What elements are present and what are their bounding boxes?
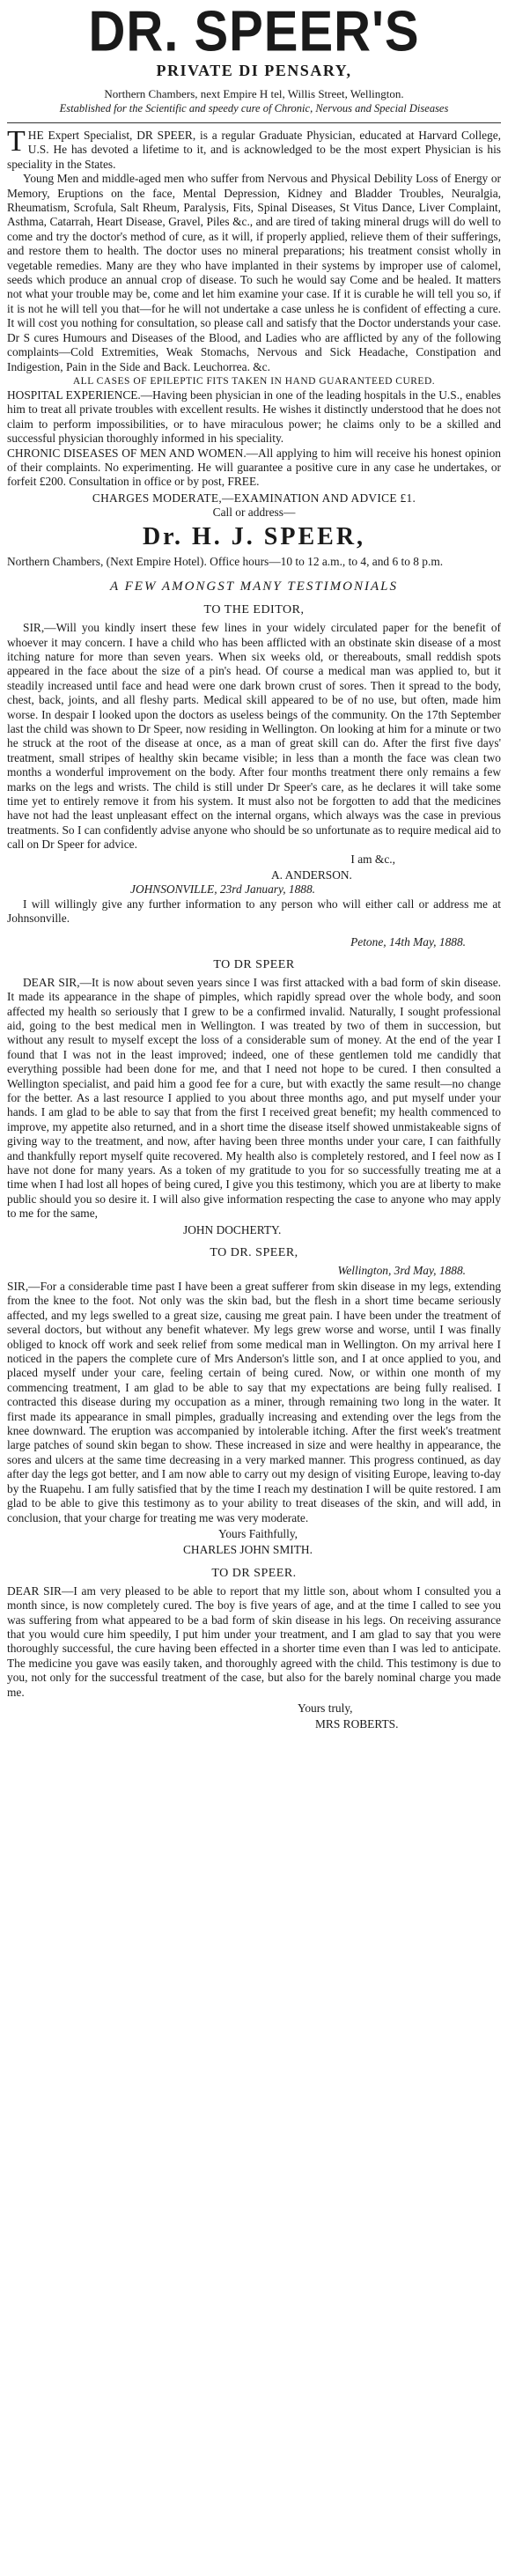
letter3-signature: CHARLES JOHN SMITH. [183,1543,313,1557]
letter4-salutation: TO DR SPEER. [211,1566,297,1580]
letter3-date: Wellington, 3rd May, 1888. [337,1264,466,1277]
letter1-close: I am &c., [350,852,395,866]
letter1-postscript: I will willingly give any further information to any person who will either call or address me at Johnsonville. [7,897,501,926]
charges-line: CHARGES MODERATE,—EXAMINATION AND ADVICE £1. [92,491,416,505]
letter3-close: Yours Faithfully, [218,1526,298,1540]
letter4-signature: MRS ROBERTS. [315,1717,399,1731]
letter2-body: DEAR SIR,—It is now about seven years since I was first attacked with a bad form of skin disease. It made its appearance in the shape of pimples, which rapidly spread over the whole body, and soon affected my health so seriously that I grew to be a confirmed invalid. Naturally, I sought professional aid, going to the best medical men in Wellington. I was treated by two of them in succession, but without any result to myself except the loss of a considerable sum of money. At the end of the year I found that I was not in the least improved; indeed, one of these gentlemen told me candidly that everything possible had been done for me, and that I need not hope to be cured. I then consulted a Wellington specialist, and paid him a good fee for a cure, but with exactly the same result—no change for the better. As a last resource I applied to you about three months ago, and put myself under your hands. I am glad to be able to say that from the first I received great benefit; my health commenced to improve, my appetite also returned, and in a short time the disease itself showed unmistakeable signs of giving way to the treatment, and now, after having been three months under your care, I can faithfully and thankfully report myself quite recovered. My health also is completely restored, and I feel now as I have not done for many years. As a token of my gratitude to you for so successfully treating me at a time when I had lost all hopes of being cured, I give you this testimony, which you are at liberty to make public should you so desire it. I will also give information respecting the case to anyone who may apply to me for the same, [7,975,501,1221]
intro-paragraph: THE Expert Specialist, DR SPEER, is a regular Graduate Physician, educated at Harvard College, U.S. He has devoted a lifetime to it, and is acknowledged to be the most expert Physician is his speciality in the States. [7,125,501,171]
letter1-signature: A. ANDERSON. [271,868,352,882]
letter4-close: Yours truly, [298,1701,353,1715]
doctor-name: Dr. H. J. SPEER, [142,522,366,550]
chronic-diseases-paragraph: CHRONIC DISEASES OF MEN AND WOMEN.—All applying to him will receive his honest opinion of their complaints. No experimenting. He will guarantee a positive cure in any case he undertakes, or forfeit £200. Consultation in office or by post, FREE. [7,446,501,489]
office-hours: Northern Chambers, (Next Empire Hotel). Office hours—10 to 12 a.m., to 4, and 6 to 8 p.m. [7,554,444,568]
ailments-paragraph: Young Men and middle-aged men who suffer from Nervous and Physical Debility Loss of Energy or Memory, Eruptions on the face, Mental Depression, Kidney and Bladder Troubles, Neuralgia, Rheumatism, Scrofula, Salt Rheum, Paralysis, Fits, Spinal Diseases, St Vitus Dance, Liver Complaint, Asthma, Catarrah, Heart Disease, Gravel, Piles &c., and are tired of taking mineral drugs will do well to come and try the doctor's method of cure, as it will, if properly applied, relieve them of their sufferings, and restore them to health. The doctor uses no mineral preparations; his treatment consist wholly in vegetable remedies. Many are they who have implanted in their systems by improper use of calomel, seeds which produce an annual crop of disease. To such he would say Come and be healed. It matters not what your trouble may be, come and let him examine your case. If it is curable he will tell you so, if it is not he will tell you that—for he will not undertake a case unless he is confident of effecting a cure. It will cost you nothing for consultation, so please call and satisfy that the Doctor understands your case. Dr S cures Humours and Diseases of the Blood, and Ladies who are afflicted by any of the following complaints—Cold Extremities, Weak Stomachs, Nervous and Sick Headache, Constipation and Indigestion, Pain in the Side and Back. Leuchorrea. &c. [7,172,501,373]
letter2-date: Petone, 14th May, 1888. [350,934,466,948]
address-line: Northern Chambers, next Empire H tel, Willis Street, Wellington. [104,87,404,100]
letter2-signature: JOHN DOCHERTY. [183,1222,282,1236]
letter3-salutation: TO DR. SPEER, [210,1246,298,1259]
letter1-body: SIR,—Will you kindly insert these few lines in your widely circulated paper for the benefit of whoever it may concern. I have a child who has been afflicted with an obstinate skin disease of a most itching nature for more than seven years. When six weeks old, or thereabouts, small reddish spots appeared in the face about the size of a pin's head. Of course a medical man was applied to, but it steadily increased until face and head were one dark brown crust of sores. Then it spread to the body, chest, back, joints, and all fleshy parts. Medical skill appeared to be of no use, but often, made him worse. In despair I looked upon the doctors as useless beings of the community. On the 17th September last the child was shown to Dr Speer, now residing in Wellington. On looking at him for a minute or two he struck at the root of the disease at once, as a man of great skill can do. After the first five days' treatment, small stripes of healthy skin became visible; in less than a month the face was clean two months a wonderful improvement on the body. After four months treatment there only remains a few marks on the legs and wrists. The child is still under Dr Speer's care, as he declares it will take some time yet to entirely remove it from his system. It must also not be forgotten to add that the medicines have not had the least unpleasant effect on the internal organs, which always was the case in previous treatments. So I can confidently advise anyone who should be so unfortunate as to require medical aid to call on Dr Speer for advice. [7,621,501,852]
established-line: Established for the Scientific and speedy cure of Chronic, Nervous and Special Diseases [59,102,449,114]
fits-note: ALL CASES OF EPILEPTIC FITS TAKEN IN HAND GUARANTEED CURED. [72,375,436,387]
call-line: Call or address— [212,505,296,519]
letter4-body: DEAR SIR—I am very pleased to be able to report that my little son, about whom I consulted you a month since, is now completely cured. The boy is five years of age, and at the time I called to see you was suffering from what appeared to be a bad form of skin disease in his legs. On receiving assurance that you would cure him speedily, I put him under your treatment, and I am glad to say that you were thoroughly successful, the cure having been effected in a shorter time even than I was led to anticipate. The medicine you gave was easily taken, and thoroughly agreed with the child. This testimony is due to you, not only for the successful treatment of the case, but also for the barely nominal charge you made me. [7,1583,501,1699]
divider [7,122,501,123]
letter1-salutation: TO THE EDITOR, [203,603,305,617]
letter3-body: SIR,—For a considerable time past I have been a great sufferer from skin disease in my legs, extending from the knee to the foot. Not only was the skin bad, but the flesh in a short time became seriously affected, and my legs swelled to a great size, causing me great pain. I have been under the treatment of several doctors, but without any benefit whatever. My legs grew worse and worse, until I was finally obliged to knock off work and seek relief from some medical man in Wellington. On my arrival here I noticed in the papers the complete cure of Mrs Anderson's little son, and I at once applied to you, and placed myself under your care, feeling certain of being cured. Now, or within one month of my commencing treatment, I am glad to be able to say that my expectations are being fully realised. I contracted this disease during my occupation as a miner, through remaining two long in the water. It first made its appearance in small pimples, gradually increasing and extending over the legs from the knee downward. The eruption was accompanied by intolerable itching. After the first week's treatment large patches of sound skin began to show. These increased in size and were healthy in appearance, the sores and ulcers at the same time decreasing in a very marked manner. This progress continued, as day after day the legs got better, and I am now able to carry out my design of visiting Europe, leaving to-day by the Ruapehu. I am fully satisfied that by the time I reach my destination I will be quite restored. I am glad to be able to give this testimony as to your ability to treat diseases of the skin, and will add, in conclusion, that your charge for treating me was very moderate. [7,1280,501,1524]
ad-title: DR. SPEER'S [88,0,420,63]
testimonials-heading: A FEW AMONGST MANY TESTIMONIALS [109,579,399,594]
letter2-salutation: TO DR SPEER [213,957,295,971]
ad-subtitle: PRIVATE DI PENSARY, [156,62,352,79]
letter1-place-date: JOHNSONVILLE, 23rd January, 1888. [130,882,316,897]
hospital-experience-paragraph: HOSPITAL EXPERIENCE.—Having been physician in one of the leading hospitals in the U.S., enables him to treat all private troubles with excellent results. He wishes it distinctly understood that he does not claim to perform impossibilities, or to have miraculous power; he claims only to be a skilled and successful physician thoroughly informed in his speciality. [7,388,501,446]
